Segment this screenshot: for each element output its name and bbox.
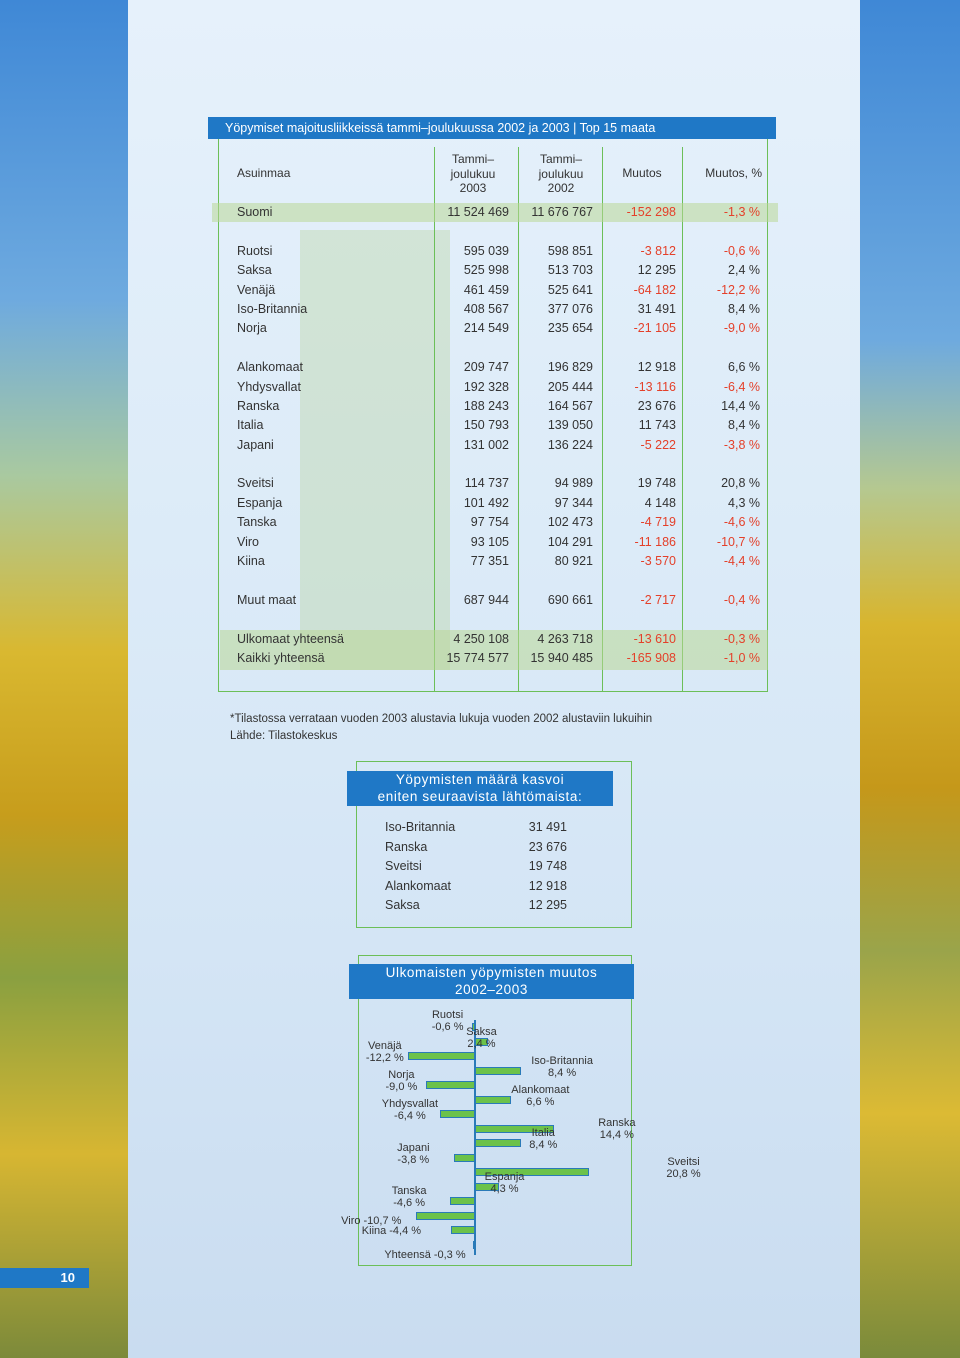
bar-italia [475, 1139, 521, 1147]
bar-category-label: Norja [388, 1069, 415, 1081]
footnote-text: *Tilastossa verrataan vuoden 2003 alustavia lukuja vuoden 2002 alustaviin lukuihin [230, 713, 653, 725]
country-cell: Tanska [237, 515, 277, 529]
table-row [0, 319, 960, 338]
table-row [0, 533, 960, 552]
country-cell: Yhdysvallat [237, 380, 301, 394]
table-row [0, 591, 960, 610]
country-cell: Kiina [237, 554, 265, 568]
change-cell: -13 610 [633, 632, 676, 646]
country-cell: Norja [237, 321, 267, 335]
change-cell: -2 717 [640, 593, 676, 607]
bar-category-label: Viro [341, 1214, 361, 1227]
table-row [0, 436, 960, 455]
bar-category-label: Saksa [466, 1025, 497, 1038]
value-2002-cell: 97 344 [554, 496, 593, 510]
change-cell: 31 491 [637, 302, 676, 316]
bar-venäjä [408, 1052, 475, 1060]
value-2002-cell: 104 291 [547, 535, 593, 549]
value-2003-cell: 4 250 108 [453, 632, 509, 646]
value-2002-cell: 4 263 718 [537, 632, 593, 646]
bar-label [392, 1185, 427, 1209]
value-2003-cell: 97 754 [470, 515, 509, 529]
change-cell: 11 743 [638, 418, 676, 432]
change-pct-cell: -12,2 % [716, 283, 760, 297]
header-country: Asuinmaa [237, 166, 291, 180]
header-2003: Tammi– joulukuu 2003 [450, 152, 496, 195]
value-2002-cell: 690 661 [547, 593, 593, 607]
bar-label [511, 1084, 569, 1108]
table-row [0, 416, 960, 435]
value-2002-cell: 377 076 [547, 302, 593, 316]
table-row [0, 474, 960, 493]
change-pct-cell: 8,4 % [728, 418, 760, 432]
header-change: Muutos [622, 166, 662, 180]
value-2003-cell: 214 549 [463, 321, 509, 335]
change-pct-cell: 4,3 % [728, 496, 760, 510]
table-title: Yöpymiset majoitusliikkeissä tammi–joulukuussa 2002 ja 2003 | Top 15 maata [208, 117, 776, 139]
country-cell: Ulkomaat yhteensä [237, 632, 345, 646]
bar-category-label: Italia [531, 1127, 555, 1139]
bar-label [432, 1009, 464, 1033]
change-cell: -13 116 [634, 380, 676, 394]
change-pct-cell: -9,0 % [723, 321, 760, 335]
page-number: 10 [0, 1268, 89, 1288]
change-pct-cell: -6,4 % [723, 380, 760, 394]
country-cell: Espanja [237, 496, 283, 510]
header-change-pct: Muutos, % [705, 166, 762, 180]
growth-value: 31 491 [528, 820, 567, 834]
bar-value-label: -6,4 % [394, 1110, 426, 1122]
bar-value-label: -9,0 % [385, 1081, 418, 1093]
bar-category-label: Yhteensä [384, 1248, 431, 1261]
growth-country: Saksa [385, 898, 420, 912]
bar-value-label: -3,8 % [397, 1153, 430, 1166]
bar-alankomaat [475, 1096, 511, 1104]
growth-value: 12 918 [528, 878, 567, 893]
value-2003-cell: 150 793 [463, 418, 509, 432]
bar-category-label: Tanska [391, 1185, 427, 1197]
value-2002-cell: 205 444 [547, 380, 593, 394]
value-2003-cell: 15 774 577 [446, 651, 509, 665]
value-2002-cell: 94 989 [554, 476, 593, 490]
bar-japani [454, 1154, 475, 1162]
change-cell: -64 182 [633, 283, 676, 297]
change-cell: -3 570 [640, 554, 676, 568]
value-2003-cell: 461 459 [463, 283, 509, 297]
value-2003-cell: 687 944 [463, 593, 509, 607]
change-pct-cell: 6,6 % [728, 360, 760, 374]
value-2003-cell: 101 492 [463, 496, 509, 510]
table-row [0, 378, 960, 397]
table-row [0, 397, 960, 416]
value-2002-cell: 15 940 485 [530, 651, 593, 665]
bar-value-label: 8,4 % [548, 1066, 577, 1079]
table-row [0, 649, 960, 668]
bar-category-label: Ranska [598, 1116, 636, 1129]
bar-category-label: Kiina [361, 1225, 387, 1237]
change-pct-cell: -1,3 % [723, 205, 760, 219]
country-cell: Ruotsi [237, 244, 273, 258]
chart-title: Ulkomaisten yöpymisten muutos 2002–2003 [349, 964, 634, 999]
bar-value-label: -0,3 % [433, 1248, 466, 1261]
bar-label [386, 1069, 418, 1093]
value-2002-cell: 235 654 [547, 321, 593, 335]
table-row [0, 281, 960, 300]
table-row [0, 552, 960, 571]
bar-label [666, 1156, 700, 1180]
bar-category-label: Venäjä [368, 1040, 402, 1052]
bar-category-label: Espanja [484, 1170, 525, 1183]
bar-category-label: Iso-Britannia [531, 1054, 593, 1067]
value-2002-cell: 11 676 767 [531, 205, 593, 219]
table-row [0, 494, 960, 513]
table-row [0, 513, 960, 532]
growth-value: 23 676 [528, 839, 567, 854]
change-cell: 23 676 [637, 399, 676, 413]
table-row [0, 358, 960, 377]
change-pct-cell: 14,4 % [721, 399, 760, 413]
change-pct-cell: 8,4 % [728, 302, 760, 316]
bar-tanska [450, 1197, 475, 1205]
bar-value-label: 14,4 % [599, 1128, 634, 1141]
change-pct-cell: 20,8 % [721, 476, 760, 490]
bar-value-label: -4,6 % [393, 1197, 426, 1209]
value-2003-cell: 77 351 [470, 554, 509, 568]
bar-label [382, 1098, 438, 1122]
table-row [0, 242, 960, 261]
bar-value-label: -4,4 % [389, 1225, 422, 1237]
value-2002-cell: 196 829 [547, 360, 593, 374]
country-cell: Iso-Britannia [237, 302, 308, 316]
bar-label [531, 1055, 593, 1079]
bar-category-label: Japani [397, 1141, 430, 1154]
country-cell: Japani [237, 438, 274, 452]
growth-country: Iso-Britannia [385, 820, 456, 834]
country-cell: Saksa [237, 263, 272, 277]
value-2002-cell: 525 641 [547, 283, 593, 297]
country-cell: Viro [237, 535, 260, 549]
bar-value-label: -0,6 % [431, 1021, 464, 1033]
change-pct-cell: -0,3 % [723, 632, 760, 646]
bar-value-label: 4,3 % [490, 1182, 519, 1195]
bar-category-label: Alankomaat [511, 1083, 570, 1096]
table-row [0, 203, 960, 222]
country-cell: Alankomaat [237, 360, 304, 374]
growth-country: Sveitsi [385, 859, 422, 873]
bar-value-label: 2,4 % [467, 1037, 496, 1050]
growth-value: 12 295 [528, 898, 567, 912]
value-2003-cell: 408 567 [463, 302, 509, 316]
change-cell: -152 298 [626, 205, 676, 219]
bar-iso-britannia [475, 1067, 521, 1075]
bar-category-label: Sveitsi [667, 1156, 700, 1168]
table-row [0, 261, 960, 280]
header-2002: Tammi– joulukuu 2002 [538, 152, 584, 195]
change-pct-cell: -1,0 % [723, 651, 760, 665]
change-cell: -11 186 [634, 535, 676, 549]
value-2002-cell: 80 921 [554, 554, 593, 568]
value-2003-cell: 11 524 469 [447, 205, 509, 219]
country-cell: Suomi [237, 205, 273, 219]
bar-label [397, 1142, 429, 1166]
change-cell: -3 812 [640, 244, 676, 258]
bar-kiina [451, 1226, 475, 1234]
bar-yhteensä [473, 1241, 475, 1249]
bar-value-label: 8,4 % [529, 1139, 558, 1151]
source-text: Lähde: Tilastokeskus [230, 730, 338, 742]
change-cell: 12 295 [637, 263, 676, 277]
change-cell: 12 918 [637, 360, 676, 374]
bar-label [529, 1127, 557, 1151]
change-pct-cell: -10,7 % [716, 535, 760, 549]
value-2003-cell: 209 747 [463, 360, 509, 374]
change-pct-cell: 2,4 % [728, 263, 760, 277]
change-pct-cell: -4,6 % [723, 515, 760, 529]
change-cell: -4 719 [640, 515, 676, 529]
footnote [230, 711, 652, 745]
bar-label [366, 1040, 404, 1064]
bar-viro [416, 1212, 475, 1220]
country-cell: Sveitsi [237, 476, 274, 490]
bar-category-label: Ruotsi [431, 1009, 464, 1021]
value-2003-cell: 114 737 [464, 476, 509, 490]
value-2002-cell: 598 851 [547, 244, 593, 258]
value-2003-cell: 525 998 [463, 263, 509, 277]
growth-box-title: Yöpymisten määrä kasvoi eniten seuraavista lähtömaista: [347, 771, 613, 806]
growth-country: Ranska [385, 839, 428, 854]
bar-label [384, 1249, 465, 1261]
bar-value-label: 20,8 % [666, 1168, 701, 1180]
bar-label [598, 1117, 635, 1141]
bar-value-label: 6,6 % [526, 1095, 555, 1108]
value-2003-cell: 188 243 [463, 399, 509, 413]
bar-yhdysvallat [440, 1110, 475, 1118]
change-cell: 4 148 [644, 496, 676, 510]
country-cell: Muut maat [237, 593, 297, 607]
country-cell: Ranska [237, 399, 280, 413]
bar-category-label: Yhdysvallat [381, 1098, 439, 1110]
change-pct-cell: -4,4 % [723, 554, 760, 568]
growth-value: 19 748 [528, 859, 567, 873]
bar-label [466, 1026, 497, 1050]
change-pct-cell: -3,8 % [723, 438, 760, 452]
country-cell: Kaikki yhteensä [237, 651, 325, 665]
change-cell: 19 748 [637, 476, 676, 490]
table-row [0, 300, 960, 319]
value-2002-cell: 102 473 [547, 515, 593, 529]
value-2002-cell: 136 224 [547, 438, 593, 452]
bar-label [362, 1225, 421, 1237]
bar-value-label: -10,7 % [363, 1214, 402, 1227]
change-cell: -21 105 [633, 321, 676, 335]
country-cell: Italia [237, 418, 264, 432]
value-2003-cell: 595 039 [463, 244, 509, 258]
change-cell: -5 222 [640, 438, 676, 452]
country-cell: Venäjä [237, 283, 276, 297]
change-pct-cell: -0,4 % [723, 593, 760, 607]
bar-label [485, 1171, 525, 1195]
value-2003-cell: 131 002 [463, 438, 509, 452]
value-2002-cell: 513 703 [547, 263, 593, 277]
value-2002-cell: 164 567 [547, 399, 593, 413]
value-2002-cell: 139 050 [547, 418, 593, 432]
change-pct-cell: -0,6 % [723, 244, 760, 258]
growth-country: Alankomaat [385, 878, 452, 893]
bar-value-label: -12,2 % [365, 1052, 404, 1064]
table-row [0, 630, 960, 649]
bar-norja [426, 1081, 476, 1089]
value-2003-cell: 93 105 [470, 535, 509, 549]
change-cell: -165 908 [626, 651, 676, 665]
value-2003-cell: 192 328 [463, 380, 509, 394]
